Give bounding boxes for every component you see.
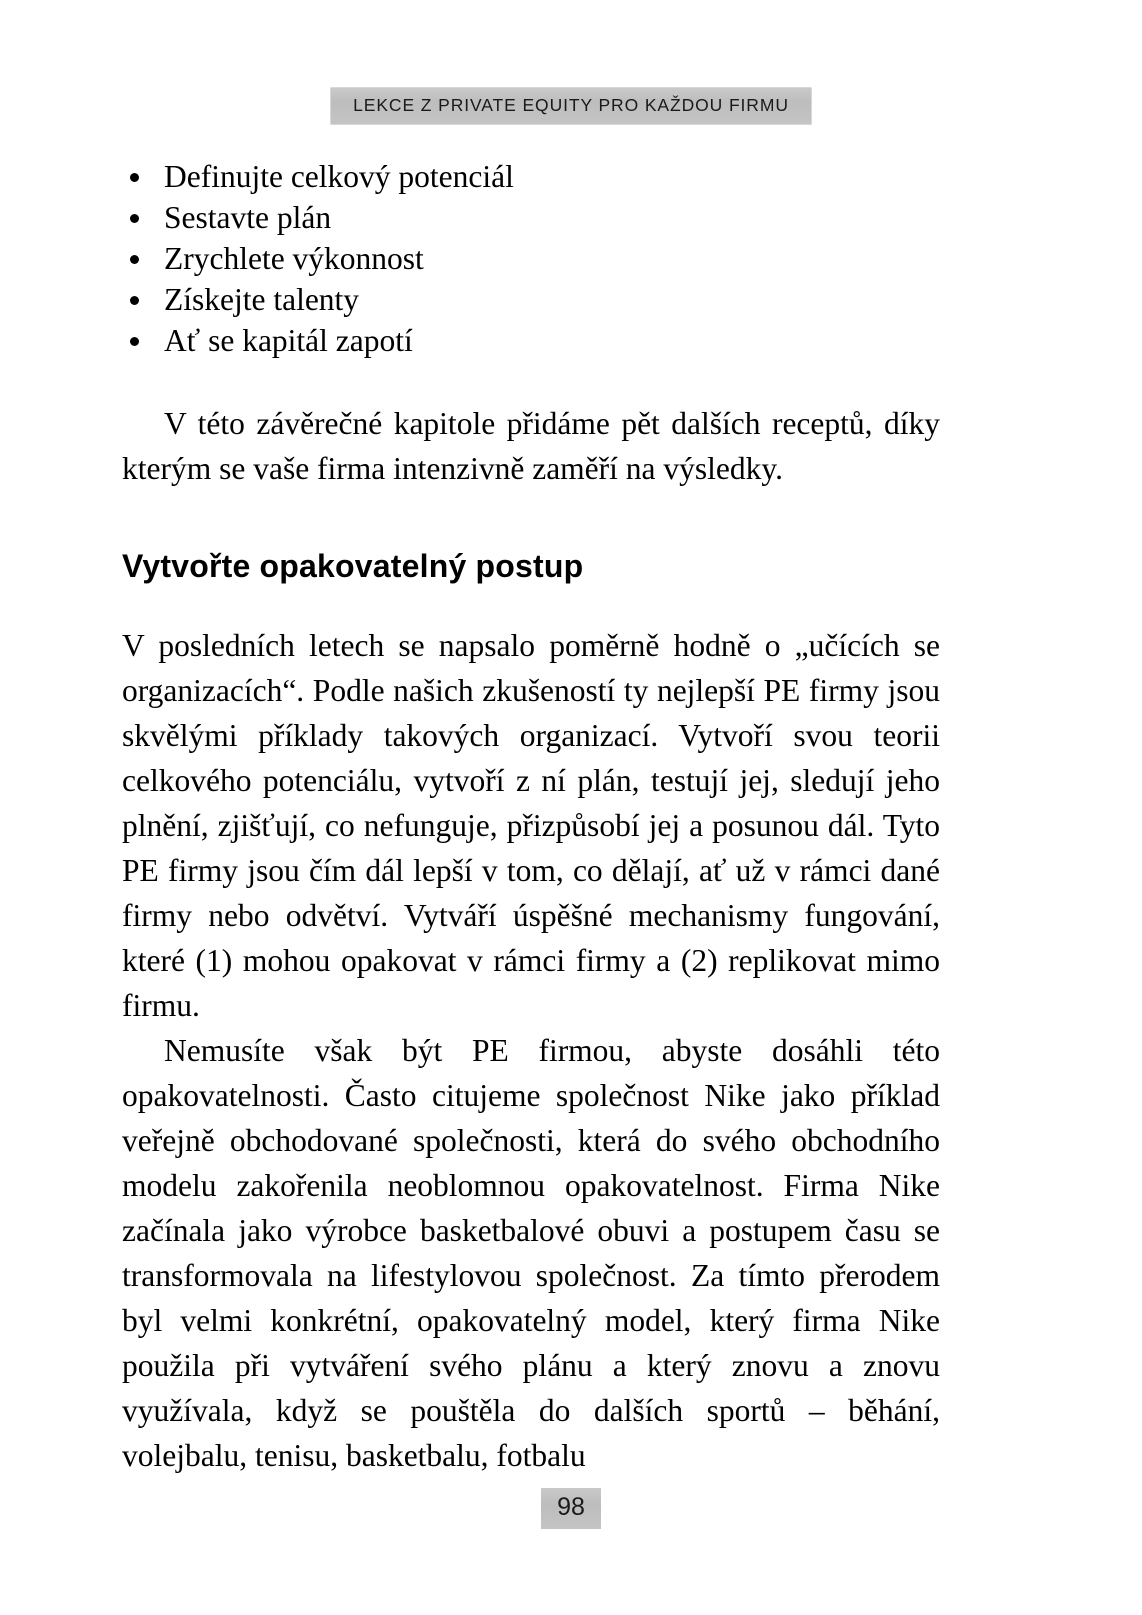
- running-head-container: [0, 88, 1142, 124]
- list-item-label: Definujte celkový potenciál: [164, 159, 514, 194]
- intro-paragraph: V této závěrečné kapitole přidáme pět dalších receptů, díky kterým se vaše firma intenzivně zaměří na výsledky.: [122, 406, 940, 486]
- spacer: [122, 585, 940, 623]
- list-item: [122, 197, 940, 238]
- list-item: [122, 320, 940, 361]
- body-paragraph-2: Nemusíte však být PE firmou, abyste dosáhli této opakovatelnosti. Často citujeme společnost Nike jako příklad veřejně obchodované společnosti, která do svého obchodního modelu zakořenila neoblomnou opakovatelnost. Firma Nike začínala jako výrobce basketbalové obuvi a postupem času se transformovala na lifestylovou společnost. Za tímto přerodem byl velmi konkrétní, opakovatelný model, který firma Nike použila při vytváření svého plánu a který znovu a znovu využívala, když se pouštěla do dalších sportů – běhání, volejbalu, tenisu, basketbalu, fotbalu: [122, 1033, 940, 1473]
- running-head: LEKCE Z PRIVATE EQUITY PRO KAŽDOU FIRMU: [331, 88, 811, 124]
- bullet-dot-icon: [130, 337, 139, 346]
- page-number: 98: [541, 1488, 601, 1529]
- bullet-list: [122, 156, 940, 361]
- list-item-label: Získejte talenty: [164, 282, 360, 317]
- folio-container: [0, 1488, 1142, 1529]
- list-item-label: Zrychlete výkonnost: [164, 241, 424, 276]
- body-paragraph-1: V posledních letech se napsalo poměrně hodně o „učících se organizacích“. Podle našich zkušeností ty nejlepší PE firmy jsou skvělými příklady takových organizací. Vytvoří svou teorii celkového potenciálu, vytvoří z ní plán, testují jej, sledují jeho plnění, zjišťují, co nefunguje, přizpůsobí jej a posunou dál. Tyto PE firmy jsou čím dál lepší v tom, co dělají, ať už v rámci dané firmy nebo odvětví. Vytváří úspěšné mechanismy fungování, které (1) mohou opakovat v rámci firmy a (2) replikovat mimo firmu.: [122, 628, 940, 1023]
- section-heading: Vytvořte opakovatelný postup: [122, 548, 584, 584]
- bullet-dot-icon: [130, 173, 139, 182]
- bullet-dot-icon: [130, 214, 139, 223]
- list-item: [122, 238, 940, 279]
- list-item: [122, 156, 940, 197]
- spacer: [122, 361, 940, 401]
- spacer: [122, 491, 940, 547]
- list-item-label: Sestavte plán: [164, 200, 332, 235]
- list-item-label: Ať se kapitál zapotí: [164, 323, 413, 358]
- bullet-dot-icon: [130, 296, 139, 305]
- text-column: [122, 156, 940, 1478]
- bullet-dot-icon: [130, 255, 139, 264]
- list-item: [122, 279, 940, 320]
